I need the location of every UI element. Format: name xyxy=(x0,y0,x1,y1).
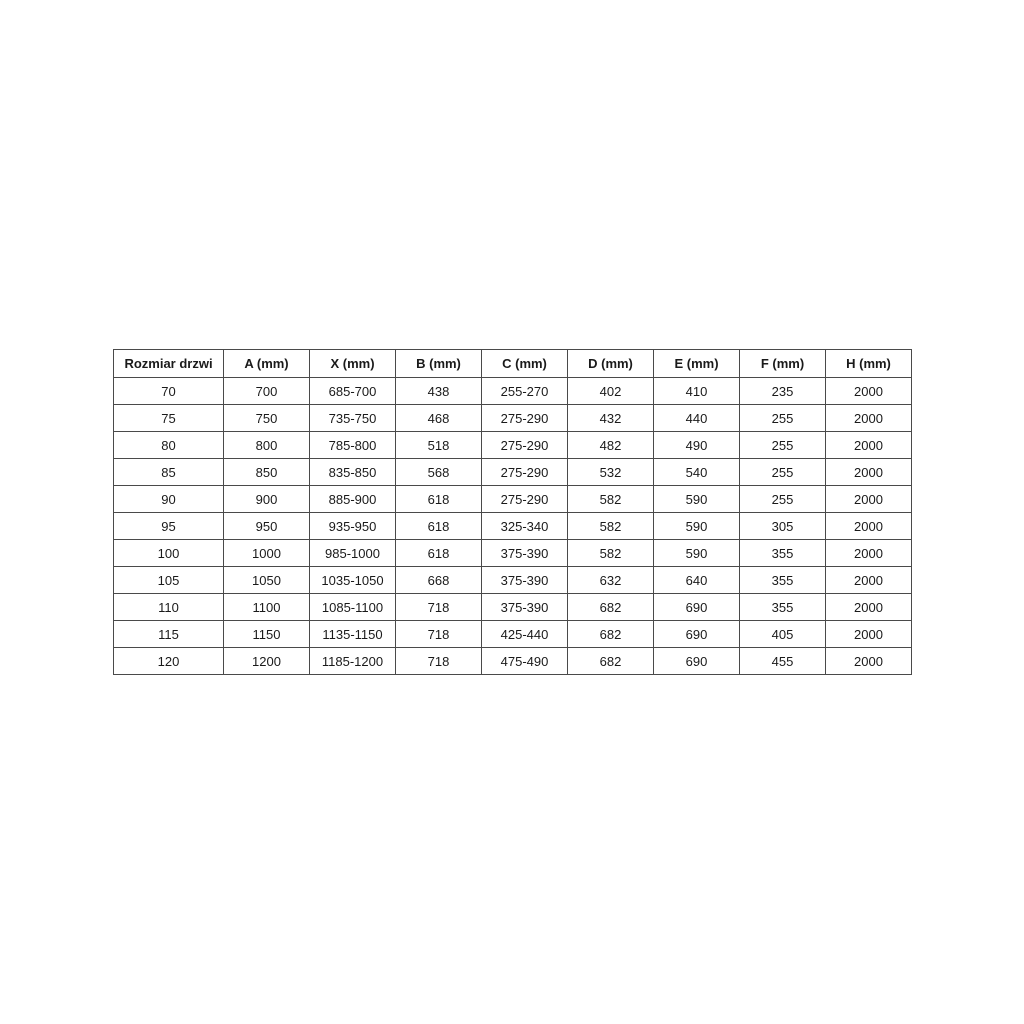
table-cell: 800 xyxy=(224,432,310,459)
table-cell: 785-800 xyxy=(310,432,396,459)
table-cell: 590 xyxy=(654,513,740,540)
table-cell: 120 xyxy=(114,648,224,675)
table-cell: 1185-1200 xyxy=(310,648,396,675)
table-cell: 375-390 xyxy=(482,540,568,567)
table-cell: 2000 xyxy=(826,621,912,648)
table-cell: 275-290 xyxy=(482,432,568,459)
table-cell: 2000 xyxy=(826,459,912,486)
table-row xyxy=(114,405,912,432)
table-cell: 590 xyxy=(654,486,740,513)
table-row xyxy=(114,594,912,621)
column-header: C (mm) xyxy=(482,350,568,378)
table-cell: 105 xyxy=(114,567,224,594)
table-cell: 682 xyxy=(568,621,654,648)
table-cell: 438 xyxy=(396,378,482,405)
table-cell: 440 xyxy=(654,405,740,432)
table-cell: 375-390 xyxy=(482,594,568,621)
table-cell: 2000 xyxy=(826,540,912,567)
table-row xyxy=(114,459,912,486)
table-row xyxy=(114,540,912,567)
column-header: E (mm) xyxy=(654,350,740,378)
column-header: H (mm) xyxy=(826,350,912,378)
table-cell: 632 xyxy=(568,567,654,594)
table-cell: 375-390 xyxy=(482,567,568,594)
table-row xyxy=(114,432,912,459)
column-header: D (mm) xyxy=(568,350,654,378)
table-cell: 618 xyxy=(396,486,482,513)
table-cell: 582 xyxy=(568,486,654,513)
table-cell: 255-270 xyxy=(482,378,568,405)
table-cell: 718 xyxy=(396,621,482,648)
table-cell: 325-340 xyxy=(482,513,568,540)
column-header: X (mm) xyxy=(310,350,396,378)
table-cell: 355 xyxy=(740,540,826,567)
table-cell: 490 xyxy=(654,432,740,459)
table-cell: 2000 xyxy=(826,405,912,432)
column-header: A (mm) xyxy=(224,350,310,378)
table-cell: 1000 xyxy=(224,540,310,567)
table-cell: 432 xyxy=(568,405,654,432)
table-cell: 255 xyxy=(740,432,826,459)
table-row xyxy=(114,621,912,648)
table-cell: 2000 xyxy=(826,648,912,675)
table-row xyxy=(114,567,912,594)
table-cell: 90 xyxy=(114,486,224,513)
table-header-row xyxy=(114,350,912,378)
table-cell: 405 xyxy=(740,621,826,648)
table-cell: 475-490 xyxy=(482,648,568,675)
table-cell: 255 xyxy=(740,459,826,486)
table-cell: 700 xyxy=(224,378,310,405)
table-cell: 582 xyxy=(568,513,654,540)
table-cell: 750 xyxy=(224,405,310,432)
table-cell: 115 xyxy=(114,621,224,648)
table-cell: 682 xyxy=(568,648,654,675)
table-cell: 2000 xyxy=(826,513,912,540)
table-cell: 1050 xyxy=(224,567,310,594)
table-cell: 75 xyxy=(114,405,224,432)
table-cell: 668 xyxy=(396,567,482,594)
table-cell: 835-850 xyxy=(310,459,396,486)
table-cell: 110 xyxy=(114,594,224,621)
table-cell: 1200 xyxy=(224,648,310,675)
table-cell: 275-290 xyxy=(482,459,568,486)
table-cell: 355 xyxy=(740,594,826,621)
table-cell: 518 xyxy=(396,432,482,459)
table-cell: 1035-1050 xyxy=(310,567,396,594)
table-cell: 690 xyxy=(654,594,740,621)
table-cell: 685-700 xyxy=(310,378,396,405)
table-cell: 255 xyxy=(740,405,826,432)
table-cell: 2000 xyxy=(826,567,912,594)
table-cell: 618 xyxy=(396,540,482,567)
column-header: B (mm) xyxy=(396,350,482,378)
table-cell: 2000 xyxy=(826,378,912,405)
table-cell: 735-750 xyxy=(310,405,396,432)
table-cell: 640 xyxy=(654,567,740,594)
table-cell: 1085-1100 xyxy=(310,594,396,621)
door-size-spec-table xyxy=(113,349,912,675)
table-cell: 690 xyxy=(654,621,740,648)
table-cell: 255 xyxy=(740,486,826,513)
table-cell: 275-290 xyxy=(482,486,568,513)
table-cell: 275-290 xyxy=(482,405,568,432)
table-row xyxy=(114,486,912,513)
table-cell: 885-900 xyxy=(310,486,396,513)
table-cell: 355 xyxy=(740,567,826,594)
table-cell: 690 xyxy=(654,648,740,675)
table-cell: 402 xyxy=(568,378,654,405)
table-cell: 532 xyxy=(568,459,654,486)
table-cell: 900 xyxy=(224,486,310,513)
table-cell: 2000 xyxy=(826,432,912,459)
table-cell: 100 xyxy=(114,540,224,567)
table-cell: 305 xyxy=(740,513,826,540)
table-cell: 582 xyxy=(568,540,654,567)
table-cell: 985-1000 xyxy=(310,540,396,567)
table-cell: 1100 xyxy=(224,594,310,621)
table-cell: 95 xyxy=(114,513,224,540)
table-cell: 455 xyxy=(740,648,826,675)
table-cell: 1150 xyxy=(224,621,310,648)
table-cell: 425-440 xyxy=(482,621,568,648)
table-cell: 682 xyxy=(568,594,654,621)
table-cell: 85 xyxy=(114,459,224,486)
table-cell: 718 xyxy=(396,648,482,675)
table-cell: 482 xyxy=(568,432,654,459)
table-cell: 410 xyxy=(654,378,740,405)
table-cell: 590 xyxy=(654,540,740,567)
table-cell: 568 xyxy=(396,459,482,486)
table-cell: 850 xyxy=(224,459,310,486)
table-cell: 540 xyxy=(654,459,740,486)
table-cell: 950 xyxy=(224,513,310,540)
column-header: F (mm) xyxy=(740,350,826,378)
table-body xyxy=(114,378,912,675)
table-cell: 70 xyxy=(114,378,224,405)
table-cell: 718 xyxy=(396,594,482,621)
table-cell: 935-950 xyxy=(310,513,396,540)
table-row xyxy=(114,648,912,675)
table-row xyxy=(114,378,912,405)
column-header: Rozmiar drzwi xyxy=(114,350,224,378)
table-cell: 2000 xyxy=(826,486,912,513)
table-cell: 1135-1150 xyxy=(310,621,396,648)
table-cell: 618 xyxy=(396,513,482,540)
table-cell: 2000 xyxy=(826,594,912,621)
table-cell: 468 xyxy=(396,405,482,432)
table-row xyxy=(114,513,912,540)
table-cell: 235 xyxy=(740,378,826,405)
table-cell: 80 xyxy=(114,432,224,459)
